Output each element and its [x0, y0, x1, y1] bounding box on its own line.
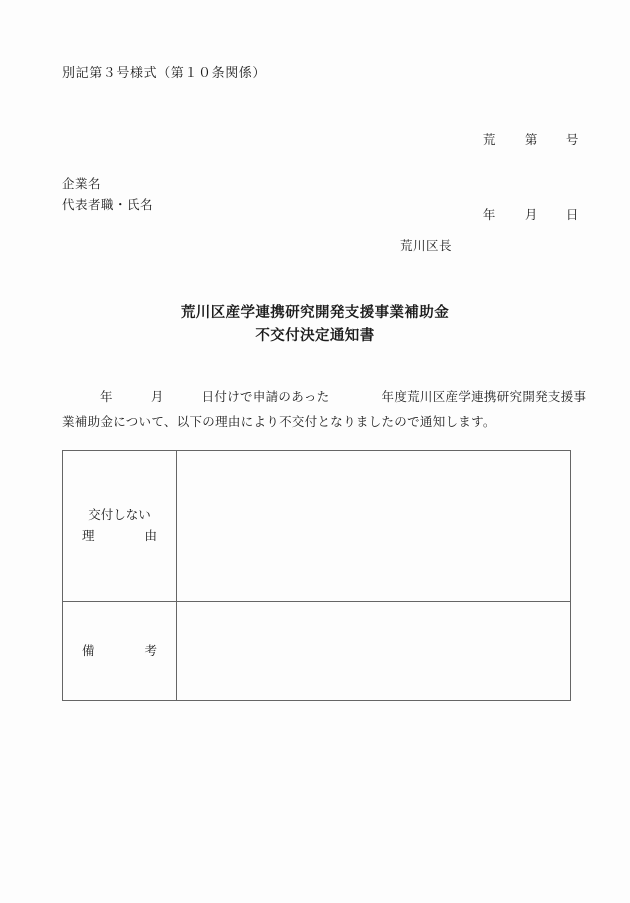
- document-number-row: [462, 103, 578, 178]
- doc-date-day: 日: [565, 208, 579, 222]
- reason-table: [62, 450, 571, 701]
- body-paragraph-line1: [62, 385, 587, 410]
- table-row: [63, 451, 571, 602]
- document-date-row: [462, 178, 578, 253]
- doc-number-suffix: 号: [565, 133, 579, 147]
- document-number-block: [462, 103, 578, 253]
- form-code-label: 別記第３号様式（第１０条関係）: [62, 65, 267, 80]
- company-name-label: 企業名: [62, 177, 102, 191]
- reason-label-cell: [63, 451, 177, 602]
- doc-date-month: 月: [524, 208, 538, 222]
- body-subsidy-text: 年度荒川区産学連携研究開発支援事: [381, 390, 587, 404]
- body-paragraph: [62, 385, 587, 435]
- remarks-label-line1: 備 考: [81, 643, 157, 658]
- reason-label-line2: 理 由: [81, 529, 157, 543]
- remarks-label-cell: [63, 602, 177, 701]
- table-row: [63, 602, 571, 701]
- doc-date-year: 年: [482, 208, 496, 222]
- body-year-label: 年: [100, 390, 113, 404]
- addressee-block: [62, 174, 153, 216]
- reason-label-line1: 交付しない: [88, 508, 151, 522]
- body-paragraph-line2: 業補助金について、以下の理由により不交付となりましたので通知します。: [62, 415, 496, 429]
- representative-name-label: 代表者職・氏名: [62, 198, 154, 212]
- reason-value-cell[interactable]: [177, 451, 571, 602]
- document-title-line2: 不交付決定通知書: [255, 328, 375, 344]
- issuer-label: 荒川区長: [400, 239, 453, 253]
- remarks-value-cell[interactable]: [177, 602, 571, 701]
- body-day-text: 日付けで申請のあった: [201, 390, 330, 404]
- document-title-line1: 荒川区産学連携研究開発支援事業補助金: [180, 305, 450, 321]
- doc-number-middle: 第: [524, 133, 538, 147]
- document-title: [0, 302, 630, 348]
- doc-number-prefix: 荒: [482, 133, 496, 147]
- body-month-label: 月: [150, 390, 164, 404]
